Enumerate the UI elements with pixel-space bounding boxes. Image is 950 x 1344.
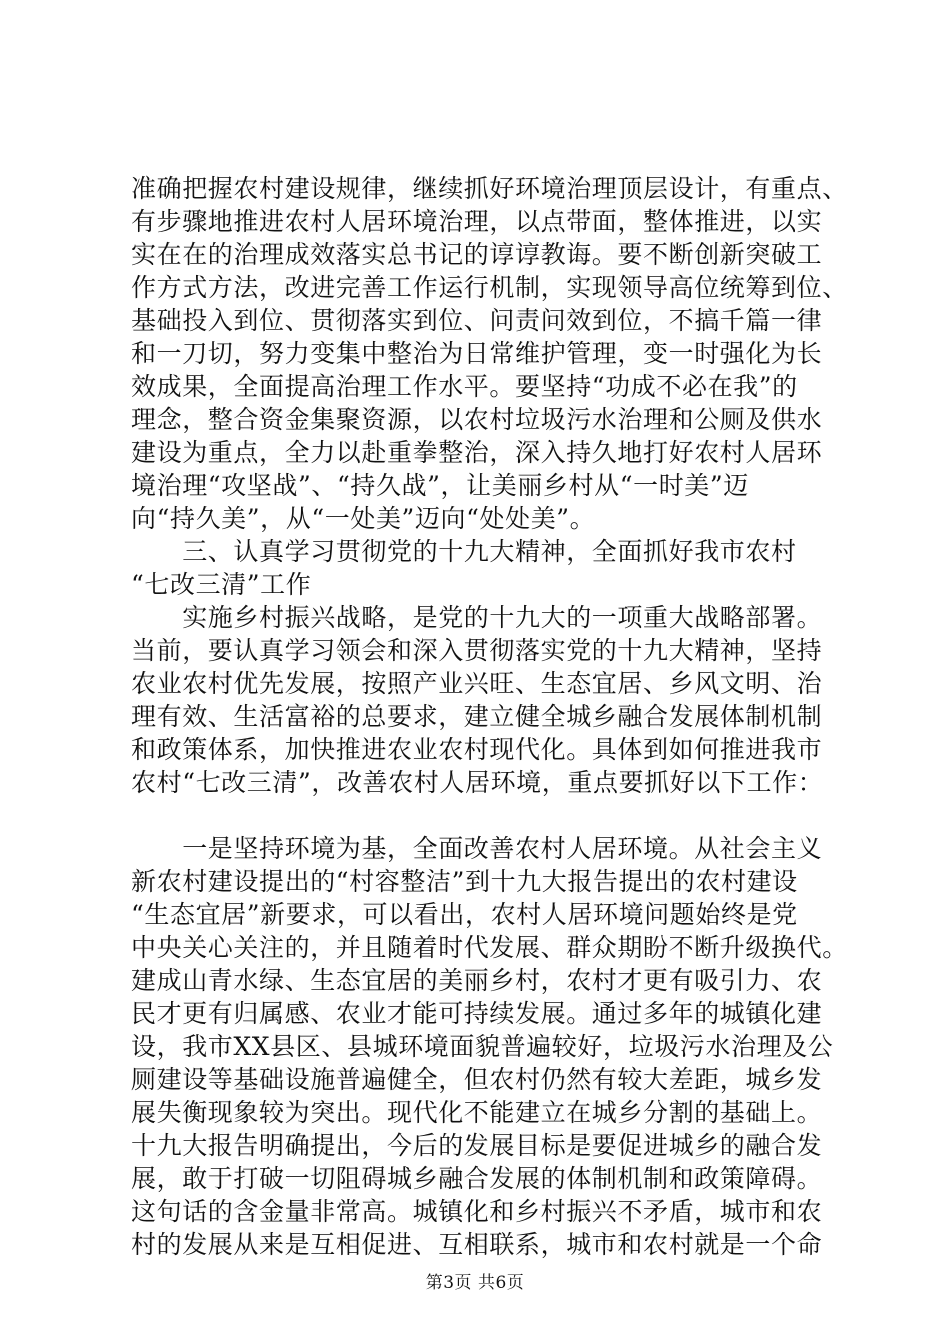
text-line: 这句话的含金量非常高。城镇化和乡村振兴不矛盾，城市和农 [131, 1197, 823, 1226]
text-line: 一是坚持环境为基，全面改善农村人居环境。从社会主义 [131, 834, 823, 863]
section-heading: “七改三清”工作 [131, 570, 312, 599]
text-line: 向“持久美”，从“一处美”迈向“处处美”。 [131, 504, 596, 533]
text-line: 理念，整合资金集聚资源，以农村垃圾污水治理和公厕及供水 [131, 405, 823, 434]
text-line: 效成果，全面提高治理工作水平。要坚持“功成不必在我”的 [131, 372, 798, 401]
text-line: 民才更有归属感、农业才能可持续发展。通过多年的城镇化建 [131, 999, 823, 1028]
text-line: 村的发展从来是互相促进、互相联系，城市和农村就是一个命 [131, 1230, 823, 1259]
text-line: 作方式方法，改进完善工作运行机制，实现领导高位统筹到位、 [131, 273, 848, 302]
text-line: 境治理“攻坚战”、“持久战”，让美丽乡村从“一时美”迈 [131, 471, 749, 500]
text-line: 实施乡村振兴战略，是党的十九大的一项重大战略部署。 [131, 603, 823, 632]
text-line: 厕建设等基础设施普遍健全，但农村仍然有较大差距，城乡发 [131, 1065, 823, 1094]
section-heading: 三、认真学习贯彻党的十九大精神，全面抓好我市农村 [131, 537, 797, 566]
text-line: 基础投入到位、贯彻落实到位、问责问效到位，不搞千篇一律 [131, 306, 823, 335]
text-line: 实在在的治理成效落实总书记的谆谆教诲。要不断创新突破工 [131, 240, 823, 269]
text-line: 农业农村优先发展，按照产业兴旺、生态宜居、乡风文明、治 [131, 669, 823, 698]
text-line: 中央关心关注的，并且随着时代发展、群众期盼不断升级换代。 [131, 933, 848, 962]
text-line: 有步骤地推进农村人居环境治理，以点带面，整体推进，以实 [131, 207, 823, 236]
text-line: 建设为重点，全力以赴重拳整治，深入持久地打好农村人居环 [131, 438, 823, 467]
text-line: 农村“七改三清”，改善农村人居环境，重点要抓好以下工作： [131, 768, 824, 797]
text-line: 和政策体系，加快推进农业农村现代化。具体到如何推进我市 [131, 735, 823, 764]
text-line: “生态宜居”新要求，可以看出，农村人居环境问题始终是党 [131, 900, 798, 929]
text-line: 设，我市XX县区、县城环境面貌普遍较好，垃圾污水治理及公 [131, 1032, 834, 1061]
text-line: 展失衡现象较为突出。现代化不能建立在城乡分割的基础上。 [131, 1098, 823, 1127]
page-number-footer: 第3页 共6页 [425, 1273, 525, 1293]
text-line: 理有效、生活富裕的总要求，建立健全城乡融合发展体制机制 [131, 702, 823, 731]
text-line: 展，敢于打破一切阻碍城乡融合发展的体制机制和政策障碍。 [131, 1164, 823, 1193]
text-line: 当前，要认真学习领会和深入贯彻落实党的十九大精神，坚持 [131, 636, 823, 665]
text-line: 建成山青水绿、生态宜居的美丽乡村，农村才更有吸引力、农 [131, 966, 823, 995]
text-line: 准确把握农村建设规律，继续抓好环境治理顶层设计，有重点、 [131, 174, 848, 203]
text-line: 十九大报告明确提出，今后的发展目标是要促进城乡的融合发 [131, 1131, 823, 1160]
text-line: 新农村建设提出的“村容整洁”到十九大报告提出的农村建设 [131, 867, 798, 896]
text-line: 和一刀切，努力变集中整治为日常维护管理，变一时强化为长 [131, 339, 823, 368]
